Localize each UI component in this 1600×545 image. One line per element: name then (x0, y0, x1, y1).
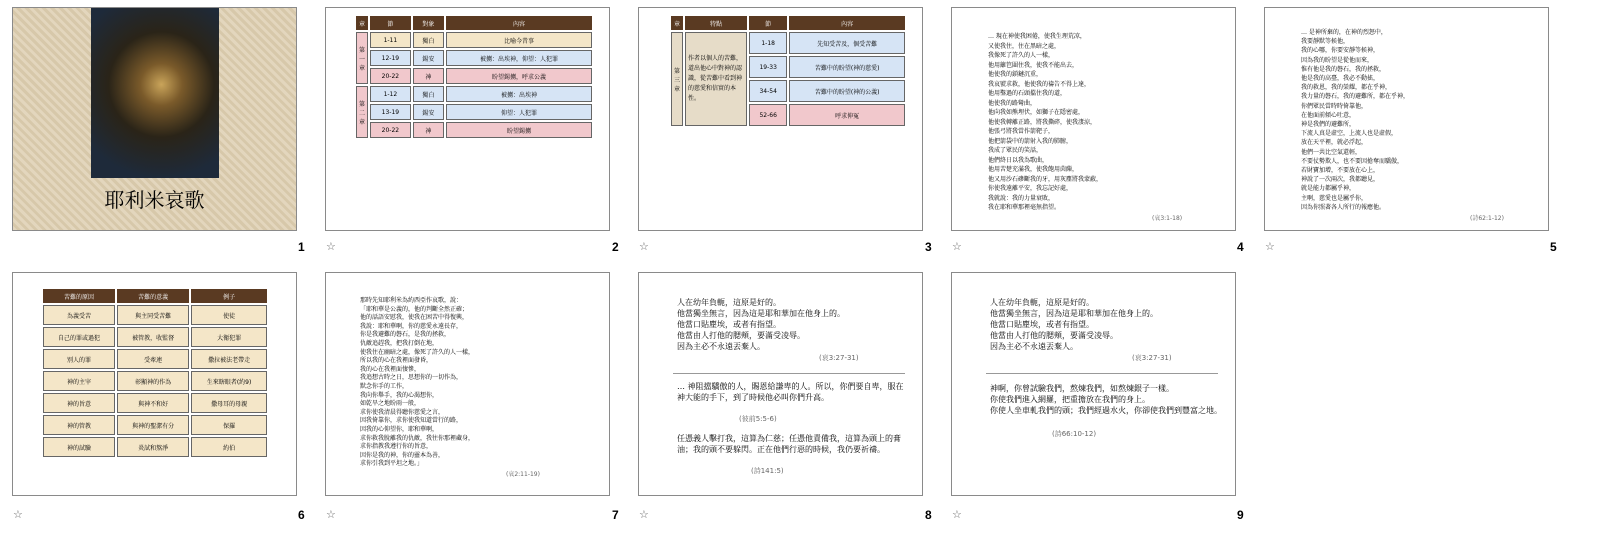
content-table (41, 287, 269, 459)
table-cell: 仰望：人犯罪 (446, 104, 592, 120)
table-cell: 神的主宰 (43, 371, 115, 391)
table-cell: 神 (413, 122, 444, 138)
table-header: 例子 (191, 289, 267, 303)
scripture-text: 人在幼年負軛，這原是好的。 他當獨坐無言，因為這是耶和華加在他身上的。 他當口貼塵埃，或者有指望。 他當由人打他的腮頰，要滿受凌辱。 因為主必不永遠丟棄人。 (990, 298, 1158, 351)
table-header: 章 (356, 16, 368, 30)
table-cell: 自己的罪或過犯 (43, 327, 115, 347)
slide-9[interactable] (951, 272, 1236, 496)
table-cell: 保羅 (191, 415, 267, 435)
table-cell: 使徒 (191, 305, 267, 325)
scripture-ref: (哀2:11-19) (506, 471, 540, 478)
slide-7[interactable] (325, 272, 610, 496)
table-cell: 約伯 (191, 437, 267, 457)
table-cell: 1-18 (749, 32, 787, 54)
slide-1[interactable] (12, 7, 297, 231)
content-table (669, 14, 907, 128)
table-header: 苦難的原因 (43, 289, 115, 303)
table-header: 節 (749, 16, 787, 30)
table-cell: 與主同受苦難 (117, 305, 189, 325)
transition-icon: ☆ (639, 508, 649, 521)
scripture-text: … 神阻擋驕傲的人，賜恩給謙卑的人。所以，你們要自卑，服在神大能的手下，到了時候他必叫你們升高。 (677, 382, 904, 402)
scripture-ref: (哀3:27-31) (1132, 354, 1172, 362)
table-cell: 苦難中的盼望(神的公義) (789, 80, 905, 102)
table-cell: 被管教，收監督 (117, 327, 189, 347)
table-cell: 1-12 (370, 86, 411, 102)
scripture-ref: (詩141:5) (751, 467, 784, 475)
table-cell: 苦難中的盼望(神的慈愛) (789, 56, 905, 78)
table-cell: 13-19 (370, 104, 411, 120)
slide-3[interactable] (638, 7, 923, 231)
scripture-ref: (哀3:1-18) (1152, 215, 1183, 222)
table-cell: 先知受苦及，個受苦難 (789, 32, 905, 54)
table-cell: 20-22 (370, 68, 411, 84)
table-cell: 與神的聖潔有分 (117, 415, 189, 435)
slide-number: 6 (298, 508, 305, 522)
transition-icon: ☆ (639, 240, 649, 253)
table-cell: 1-11 (370, 32, 411, 48)
transition-icon: ☆ (952, 240, 962, 253)
scripture-text: 任憑義人擊打我，這算為仁慈；任憑他責備我，這算為頭上的膏油；我的頭不要躲閃。正在他們行惡的時候，我仍要祈禱。 (677, 434, 901, 454)
table-cell: 19-33 (749, 56, 787, 78)
scripture-text: 那時先知耶利米為約西亞作哀歌，說： 「耶和華是公義的，他的判斷全然正確； 他的話語安慰我，使我在困苦中得復興， 我說：耶和華啊，你的慈愛永遠長存， 你是我避難的磐石，是我的拯救， 仇敵追趕我，把我打倒在地， 使我住在幽暗之處，像死了許久的人一樣， 所以我的心在我裡面發昏， 我的心在我裡面悽慘， 我追想古時之日，思想你的一切作為， 默念你手的工作， 我向你舉手，我的心渴想你， 如乾旱之地盼雨一般， 求你使我清晨得聽你慈愛之言， 因我倚靠你，求你使我知道當行的路， 因我的心仰望你，耶和華啊， 求你救我脫離我的仇敵，我往你那裡藏身， 求你指教我遵行你的旨意， 因你是我的神，你的靈本為善， 求你引我到平坦之地。」 (360, 297, 475, 468)
table-cell: 受牽連 (117, 349, 189, 369)
slide-2[interactable] (325, 7, 610, 231)
scripture-ref: (詩62:1-12) (1470, 215, 1504, 222)
transition-icon: ☆ (1265, 240, 1275, 253)
table-cell: 為義受苦 (43, 305, 115, 325)
slide-6[interactable] (12, 272, 297, 496)
table-cell: 34-54 (749, 80, 787, 102)
chapter-cell: 第一章 (356, 32, 368, 84)
table-header: 內容 (789, 16, 905, 30)
scripture-text: 神啊，你曾試驗我們，熬煉我們，如熬煉銀子一樣。 你使我們進入網羅，把重擔放在我們的身上。 你使人坐車軋我們的頭；我們經過水火，你卻使我們到豐富之地。 (990, 384, 1222, 415)
feature-note: 作者以個人的苦難，道出他心中對神的認識，從苦難中看到神的慈愛和信實的本性。 (685, 32, 747, 126)
slide-title: 耶利米哀歌 (104, 188, 205, 212)
table-cell: 比喻今昔事 (446, 32, 592, 48)
table-cell: 神的旨意 (43, 393, 115, 413)
table-cell: 被擄：出埃神 (446, 86, 592, 102)
painting-image (91, 8, 219, 178)
slide-number: 9 (1237, 508, 1244, 522)
table-cell: 20-22 (370, 122, 411, 138)
divider (986, 373, 1218, 374)
table-cell: 獨白 (413, 86, 444, 102)
slide-5[interactable] (1264, 7, 1549, 231)
table-cell: 神 (413, 68, 444, 84)
table-cell: 神的試驗 (43, 437, 115, 457)
table-header: 對象 (413, 16, 444, 30)
table-cell: 52-66 (749, 104, 787, 126)
table-header: 苦難的意義 (117, 289, 189, 303)
table-header: 特點 (685, 16, 747, 30)
table-cell: 被擄：出埃神，仰望：人犯罪 (446, 50, 592, 66)
scripture-ref: (彼前5:5-6) (739, 415, 777, 423)
chapter-cell: 第三章 (671, 32, 683, 126)
table-cell: 與神不和好 (117, 393, 189, 413)
transition-icon: ☆ (326, 240, 336, 253)
slide-number: 1 (298, 240, 305, 254)
scripture-text: … 現在神使我困倦，使我生理荒凉， 又使我住，住在黑暗之處， 我像死了許久的人一樣， 他用籬笆圍住我，使我不能出去， 他使我的鎖鏈沉重， 我哀號求救，他使我的禱告不得上達， 他用鑿過的石頭擋住我的道， 他使我的路彎曲， 他向我如熊埋伏，如獅子在隱密處， 他使我轉離正路，將我撕碎，使我淒涼， 他張弓將我當作箭靶子， 他把箭袋中的箭射入我的肺腑， 我成了眾民的笑話， 他們終日以我為歌曲， 他用苦楚充滿我，使我飽用茵蔯， 他又用沙石磣斷我的牙，用灰塵將我蒙蔽， 你使我遠離平安，我忘記好處， 我就說：我的力量衰敗， 我在耶和華那裡毫無指望。 (988, 33, 1103, 211)
transition-icon: ☆ (326, 508, 336, 521)
chapter-cell: 第二章 (356, 86, 368, 138)
scripture-text: … 是神所棄的，在神的烈怒中， 我要靜默等候他， 我的心哪，你要安靜等候神， 因為我的盼望是從他而來， 惟有他是我的磐石，我的拯救， 他是我的高臺，我必不動搖， 我的救恩，我的榮耀，都在乎神， 我力量的磐石，我的避難所，都在乎神， 你們眾民當時時倚靠他， 在他面前傾心吐意， 神是我們的避難所， 下流人真是虛空，上流人也是虛假， 放在天平裡，就必浮起， 他們一共比空氣還輕， 不要仗勢欺人，也不要因搶奪而驕傲， 若財寶加增，不要放在心上， 神說了一次兩次，我都聽見， 就是能力都屬乎神， 主啊，慈愛也是屬乎你， 因為你照著各人所行的報應他。 (1301, 29, 1410, 211)
slide-number: 2 (612, 240, 619, 254)
table-header: 內容 (446, 16, 592, 30)
table-cell: 別人的罪 (43, 349, 115, 369)
scripture-ref: (詩66:10-12) (1052, 430, 1097, 438)
slide-number: 7 (612, 508, 619, 522)
slide-4[interactable] (951, 7, 1236, 231)
table-cell: 錫安 (413, 104, 444, 120)
slide-number: 8 (925, 508, 932, 522)
table-cell: 撒拉被法老帶走 (191, 349, 267, 369)
table-cell: 獨白 (413, 32, 444, 48)
transition-icon: ☆ (952, 508, 962, 521)
table-cell: 炎試和熬淨 (117, 437, 189, 457)
slide-8[interactable] (638, 272, 923, 496)
slide-number: 3 (925, 240, 932, 254)
table-header: 章 (671, 16, 683, 30)
table-cell: 呼求伸冤 (789, 104, 905, 126)
table-cell: 生來瞎眼者(約9) (191, 371, 267, 391)
table-cell: 撒母耳的母親 (191, 393, 267, 413)
table-cell: 盼望錫擄 (446, 122, 592, 138)
content-table (354, 14, 594, 140)
scripture-text: 人在幼年負軛，這原是好的。 他當獨坐無言，因為這是耶和華加在他身上的。 他當口貼塵埃，或者有指望。 他當由人打他的腮頰，要滿受凌辱。 因為主必不永遠丟棄人。 (677, 298, 845, 351)
table-cell: 神的管教 (43, 415, 115, 435)
table-cell: 錫安 (413, 50, 444, 66)
scripture-ref: (哀3:27-31) (819, 354, 859, 362)
table-cell: 12-19 (370, 50, 411, 66)
table-header: 節 (370, 16, 411, 30)
slide-number: 4 (1237, 240, 1244, 254)
table-cell: 大衛犯罪 (191, 327, 267, 347)
slide-number: 5 (1550, 240, 1557, 254)
transition-icon: ☆ (13, 508, 23, 521)
table-cell: 盼望錫擄，呼求公義 (446, 68, 592, 84)
divider (673, 373, 905, 374)
table-cell: 彰顯神的作為 (117, 371, 189, 391)
